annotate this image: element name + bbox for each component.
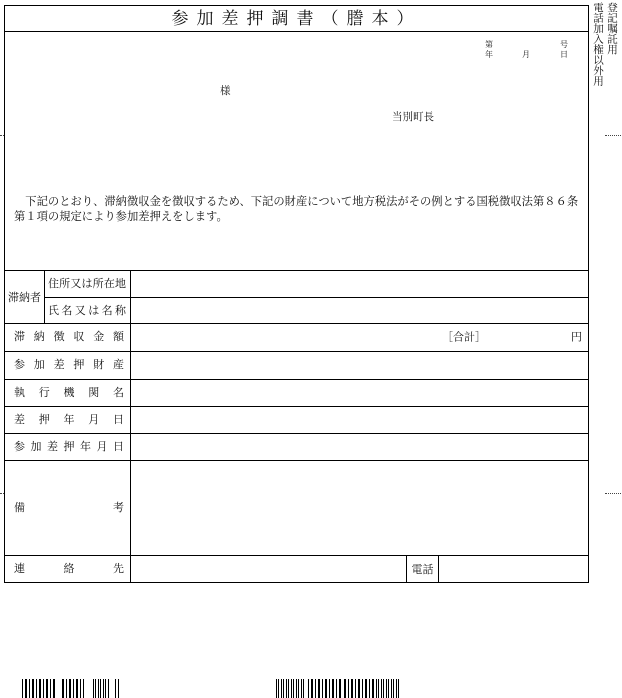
address-value-field xyxy=(131,271,588,297)
date-year: 年 xyxy=(485,50,493,59)
authority-label: 執行機関名 xyxy=(14,386,124,399)
amount-label-cell xyxy=(5,324,131,351)
barcode-bars xyxy=(344,679,374,698)
seizure-date-row xyxy=(5,407,588,434)
phone-label: 電話 xyxy=(407,556,439,582)
remarks-row xyxy=(5,461,588,556)
property-row xyxy=(5,352,588,380)
remarks-value-field xyxy=(131,461,588,555)
fold-mark-right-lower xyxy=(605,493,621,494)
barcode-bars xyxy=(276,679,306,698)
document-number-prefix: 第 xyxy=(485,40,493,49)
phone-value-field xyxy=(439,556,588,582)
notice-body xyxy=(5,32,588,271)
seizure-date-label: 差押年月日 xyxy=(14,413,124,426)
fold-mark-right-upper xyxy=(605,135,621,136)
participation-date-label: 参加差押年月日 xyxy=(14,440,124,453)
barcode-bars xyxy=(22,679,57,698)
amount-unit: 円 xyxy=(571,331,582,343)
document-title: 参加差押調書（謄本） xyxy=(5,6,588,32)
contact-label: 連絡先 xyxy=(14,562,124,575)
registration-use-caption: 登記嘱託用 xyxy=(606,2,617,55)
authority-row xyxy=(5,380,588,407)
date-month: 月 xyxy=(522,50,530,59)
seizure-record-form xyxy=(4,5,589,583)
name-row xyxy=(45,298,588,324)
name-label: 氏名又は名称 xyxy=(48,304,126,317)
barcode-bars xyxy=(308,679,342,698)
remarks-label-cell xyxy=(5,461,131,555)
amount-value-field xyxy=(131,324,588,351)
property-label: 参加差押財産 xyxy=(14,359,124,371)
delinquent-details xyxy=(45,271,588,323)
participation-date-value-field xyxy=(131,434,588,460)
name-label-cell xyxy=(45,298,131,324)
address-label-cell xyxy=(45,271,131,297)
seizure-date-label-cell xyxy=(5,407,131,433)
delinquent-row-group xyxy=(5,271,588,324)
authority-value-field xyxy=(131,380,588,406)
barcode-left xyxy=(22,679,119,698)
barcode-bars xyxy=(115,679,119,698)
remarks-label: 備考 xyxy=(14,501,124,514)
amount-row xyxy=(5,324,588,352)
document-number-suffix: 号 xyxy=(560,40,568,49)
seizure-date-value-field xyxy=(131,407,588,433)
barcode-bars xyxy=(376,679,399,698)
delinquent-label: 滞納者 xyxy=(5,271,45,323)
participation-date-row xyxy=(5,434,588,461)
property-label-cell xyxy=(5,352,131,379)
issuer-name: 当別町長 xyxy=(392,112,434,123)
property-value-field xyxy=(131,352,588,379)
amount-label: 滞納徴収金額 xyxy=(14,331,124,343)
contact-label-cell xyxy=(5,556,131,582)
barcode-bars xyxy=(93,679,109,698)
non-phone-right-use-caption: 電話加入権以外用 xyxy=(592,2,603,86)
address-label: 住所又は所在地 xyxy=(48,277,126,290)
notice-text: 下記のとおり、滞納徴収金を徴収するため、下記の財産について地方税法がその例とする国税徴収法第８６条第１項の規定により参加差押えをします。 xyxy=(14,196,579,223)
barcode-right xyxy=(276,679,399,698)
barcode-bars xyxy=(62,679,84,698)
participation-date-label-cell xyxy=(5,434,131,460)
contact-row xyxy=(5,556,588,582)
date-day: 日 xyxy=(560,50,568,59)
addressee-suffix: 様 xyxy=(220,86,231,97)
address-row xyxy=(45,271,588,298)
authority-label-cell xyxy=(5,380,131,406)
name-value-field xyxy=(131,298,588,324)
amount-total-label: ［合計］ xyxy=(442,331,486,343)
contact-value-field xyxy=(131,556,407,582)
